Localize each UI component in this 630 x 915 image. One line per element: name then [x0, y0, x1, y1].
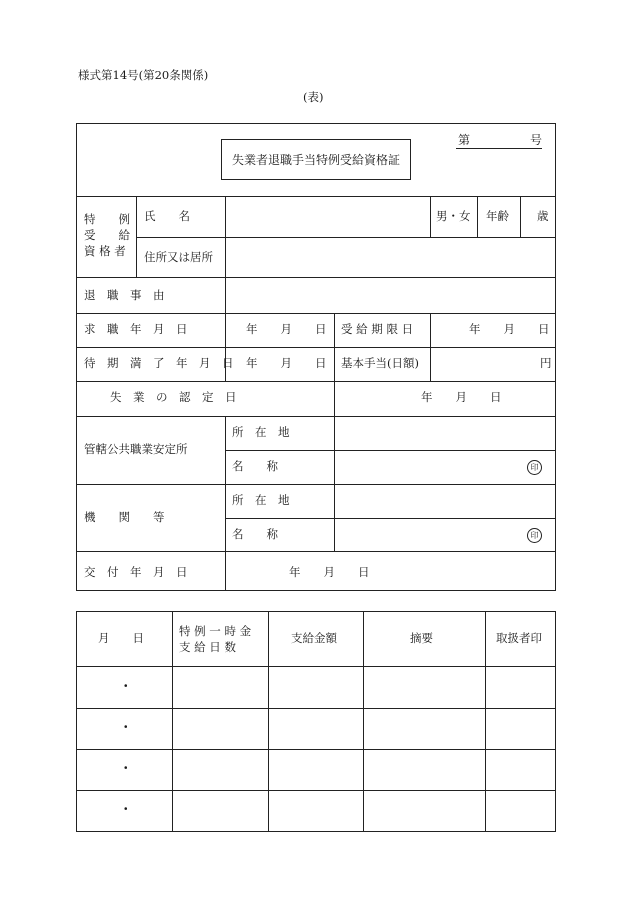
table-row-date[interactable]: ・ [120, 720, 132, 734]
age-unit: 歳 [537, 209, 549, 223]
waiting-end-value[interactable]: 年 月 日 [246, 356, 327, 370]
gender-options[interactable]: 男・女 [436, 209, 471, 223]
office-label: 管轄公共職業安定所 [84, 442, 188, 456]
age-label: 年齢 [486, 209, 509, 223]
address-label: 住所又は居所 [144, 250, 213, 264]
recipient-label-line1: 特 例 [84, 212, 130, 226]
name-field[interactable] [226, 197, 429, 236]
retire-reason-label: 退 職 事 由 [84, 288, 165, 302]
divider [76, 749, 556, 750]
benefit-deadline-value[interactable]: 年 月 日 [469, 322, 550, 336]
agency-seal-icon: 印 [527, 528, 542, 543]
number-prefix: 第 [458, 133, 471, 147]
divider [76, 708, 556, 709]
divider [430, 313, 431, 381]
certificate-title: 失業者退職手当特例受給資格証 [221, 139, 411, 180]
table-row-date[interactable]: ・ [120, 761, 132, 775]
divider [76, 790, 556, 791]
recipient-label-line2: 受 給 [84, 228, 130, 242]
divider [136, 196, 137, 277]
issue-date-label: 交 付 年 月 日 [84, 565, 188, 579]
agency-name-field[interactable] [335, 519, 525, 550]
address-field[interactable] [226, 238, 555, 276]
divider [76, 347, 556, 348]
divider [485, 611, 486, 832]
divider [76, 381, 556, 382]
table-row-date[interactable]: ・ [120, 679, 132, 693]
divider [334, 313, 335, 381]
header-handler-seal: 取扱者印 [496, 631, 542, 645]
unemployment-cert-label: 失 業 の 認 定 日 [110, 390, 237, 404]
header-date: 月 日 [98, 631, 144, 645]
side-label: (表) [303, 90, 324, 104]
agency-label: 機 関 等 [84, 510, 165, 524]
office-location-label: 所 在 地 [232, 425, 290, 439]
divider [76, 551, 556, 552]
name-label: 氏 名 [144, 209, 190, 223]
agency-location-label: 所 在 地 [232, 493, 290, 507]
office-name-label: 名 称 [232, 459, 278, 473]
divider [76, 666, 556, 667]
issue-date-value[interactable]: 年 月 日 [289, 565, 370, 579]
agency-location-field[interactable] [335, 485, 555, 517]
table-row-date[interactable]: ・ [120, 802, 132, 816]
job-seek-date-label: 求 職 年 月 日 [84, 322, 188, 336]
header-summary: 摘要 [410, 631, 433, 645]
divider [520, 196, 521, 237]
divider [268, 611, 269, 832]
agency-name-label: 名 称 [232, 527, 278, 541]
job-seek-date-value[interactable]: 年 月 日 [246, 322, 327, 336]
benefit-deadline-label: 受 給 期 限 日 [341, 322, 414, 336]
currency-unit: 円 [540, 356, 552, 370]
divider [363, 611, 364, 832]
divider [172, 611, 173, 832]
waiting-end-label: 待 期 満 了 年 月 日 [84, 356, 234, 370]
divider [225, 416, 226, 591]
basic-allowance-label: 基本手当(日額) [341, 356, 419, 370]
header-payment-days: 特 例 一 時 金 支 給 日 数 [179, 624, 252, 654]
office-name-field[interactable] [335, 451, 525, 483]
office-seal-icon: 印 [527, 460, 542, 475]
divider [477, 196, 478, 237]
form-reference: 様式第14号(第20条関係) [78, 68, 209, 82]
unemployment-cert-value[interactable]: 年 月 日 [421, 390, 502, 404]
divider [430, 196, 431, 237]
divider [76, 313, 556, 314]
office-location-field[interactable] [335, 417, 555, 449]
retire-reason-field[interactable] [226, 278, 555, 312]
recipient-label-line3: 資 格 者 [84, 244, 126, 258]
number-underline [456, 148, 542, 149]
header-amount: 支給金額 [291, 631, 337, 645]
number-suffix: 号 [530, 133, 543, 147]
